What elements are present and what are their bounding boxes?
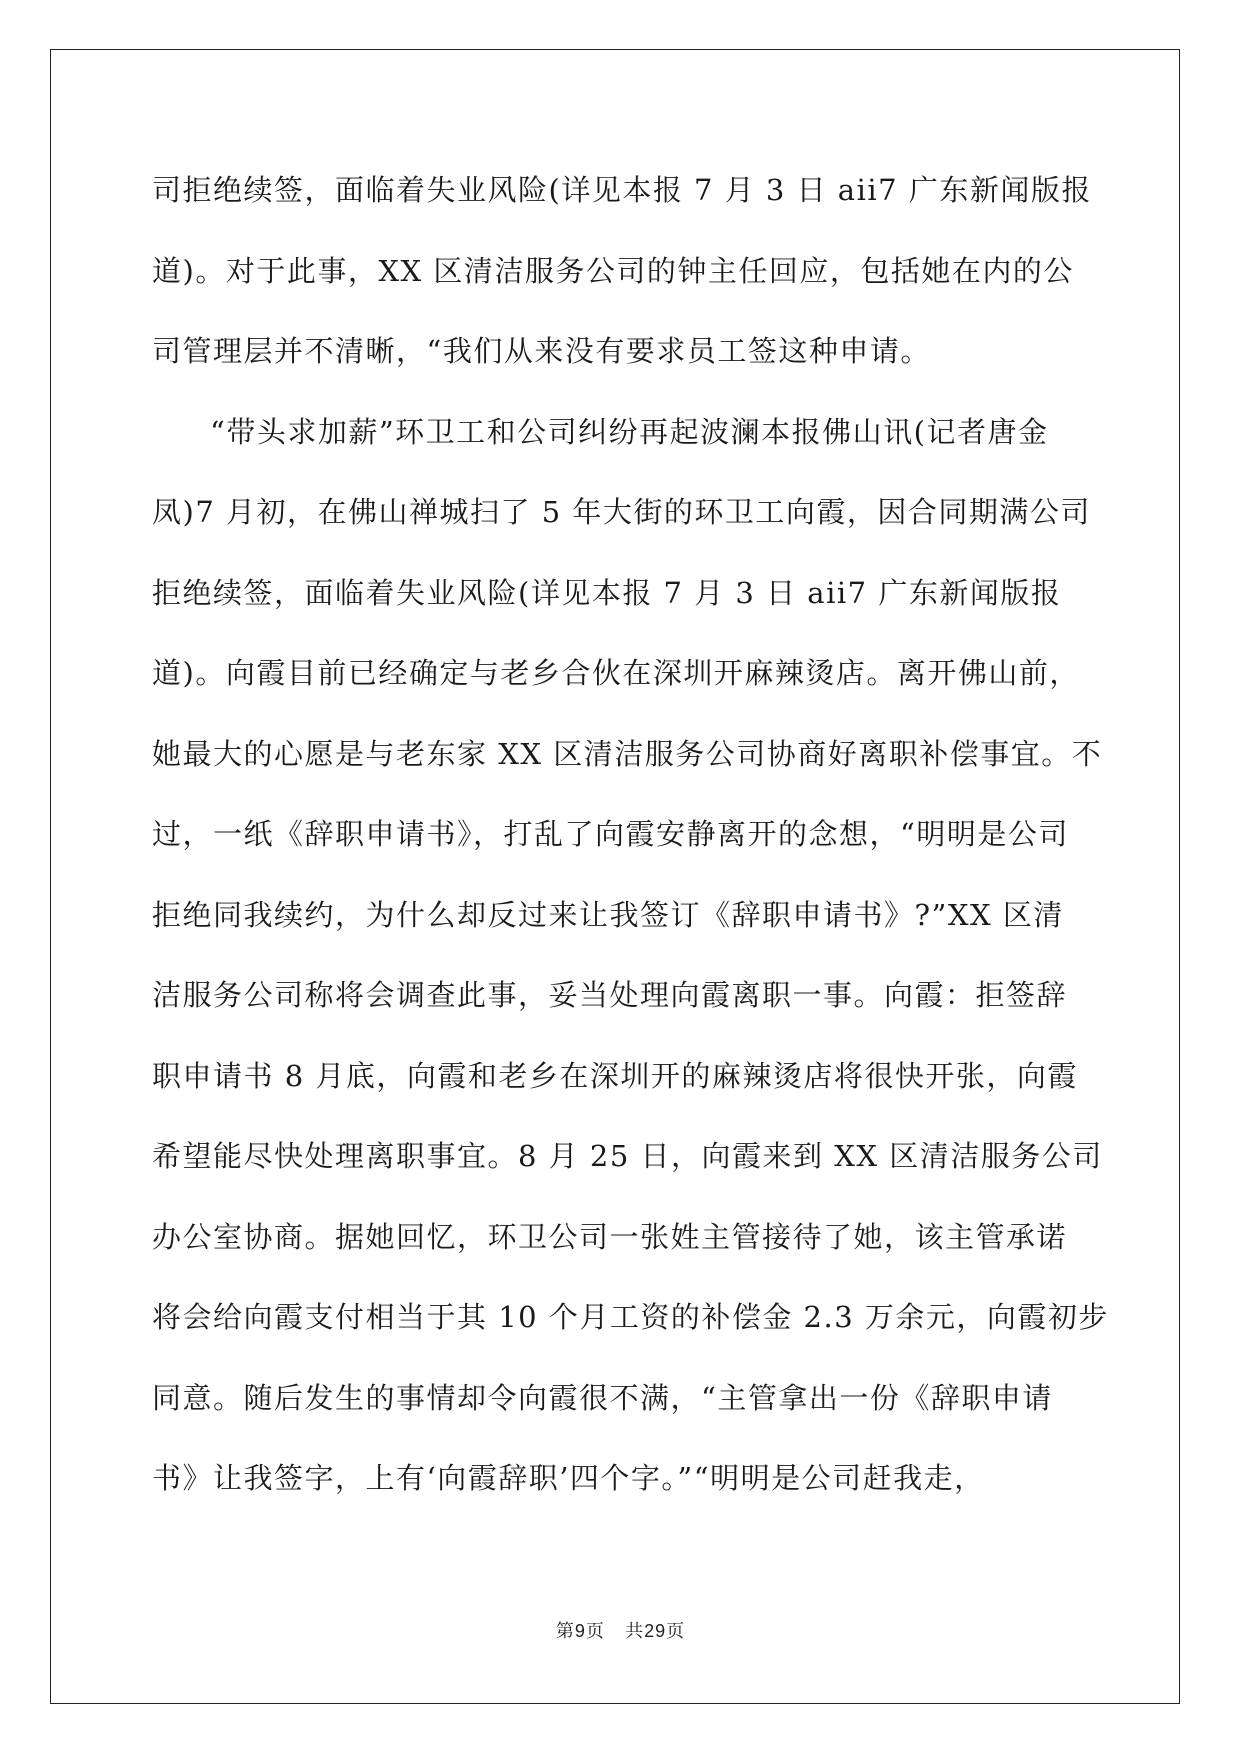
text-line: 将会给向霞支付相当于其 10 个月工资的补偿金 2.3 万余元，向霞初步 bbox=[152, 1300, 1109, 1334]
total-pages: 29 bbox=[644, 1621, 667, 1641]
total-prefix: 共 bbox=[625, 1621, 645, 1642]
text-line: 道)。对于此事，XX 区清洁服务公司的钟主任回应，包括她在内的公 bbox=[152, 253, 1074, 288]
total-suffix: 页 bbox=[666, 1621, 686, 1642]
paragraph-start-line: “带头求加薪”环卫工和公司纠纷再起波澜本报佛山讯(记者唐金 bbox=[210, 414, 1049, 449]
page-prefix: 第 bbox=[555, 1621, 575, 1642]
text-line: 职申请书 8 月底，向霞和老乡在深圳开的麻辣烫店将很快开张，向霞 bbox=[152, 1058, 1078, 1093]
text-line: 拒绝续签，面临着失业风险(详见本报 7 月 3 日 aii7 广东新闻版报 bbox=[152, 575, 1062, 610]
text-line: 司管理层并不清晰，“我们从来没有要求员工签这种申请。 bbox=[152, 334, 931, 368]
text-line: 道)。向霞目前已经确定与老乡合伙在深圳开麻辣烫店。离开佛山前， bbox=[152, 656, 1080, 690]
page-footer bbox=[0, 1617, 1241, 1643]
text-line: 洁服务公司称将会调查此事，妥当处理向霞离职一事。向霞：拒签辞 bbox=[152, 978, 1068, 1012]
text-line: 书》让我签字，上有‘向霞辞职’四个字。”“明明是公司赶我走， bbox=[152, 1461, 985, 1495]
text-line: 同意。随后发生的事情却令向霞很不满，“主管拿出一份《辞职申请 bbox=[152, 1380, 1053, 1415]
text-line: 她最大的心愿是与老东家 XX 区清洁服务公司协商好离职补偿事宜。不 bbox=[152, 736, 1103, 771]
text-line: 办公室协商。据她回忆，环卫公司一张姓主管接待了她，该主管承诺 bbox=[152, 1219, 1068, 1254]
text-line: 司拒绝续签，面临着失业风险(详见本报 7 月 3 日 aii7 广东新闻版报 bbox=[152, 173, 1092, 207]
text-line: 拒绝同我续约，为什么却反过来让我签订《辞职申请书》?”XX 区清 bbox=[152, 897, 1064, 932]
page-number: 9 bbox=[574, 1621, 586, 1641]
text-line: 凤)7 月初，在佛山禅城扫了 5 年大街的环卫工向霞，因合同期满公司 bbox=[152, 495, 1091, 529]
body-text bbox=[152, 155, 1109, 1524]
text-line: 过，一纸《辞职申请书》，打乱了向霞安静离开的念想，“明明是公司 bbox=[152, 817, 1069, 851]
page-suffix: 页 bbox=[585, 1621, 605, 1642]
text-line: 希望能尽快处理离职事宜。8 月 25 日，向霞来到 XX 区清洁服务公司 bbox=[152, 1139, 1103, 1173]
